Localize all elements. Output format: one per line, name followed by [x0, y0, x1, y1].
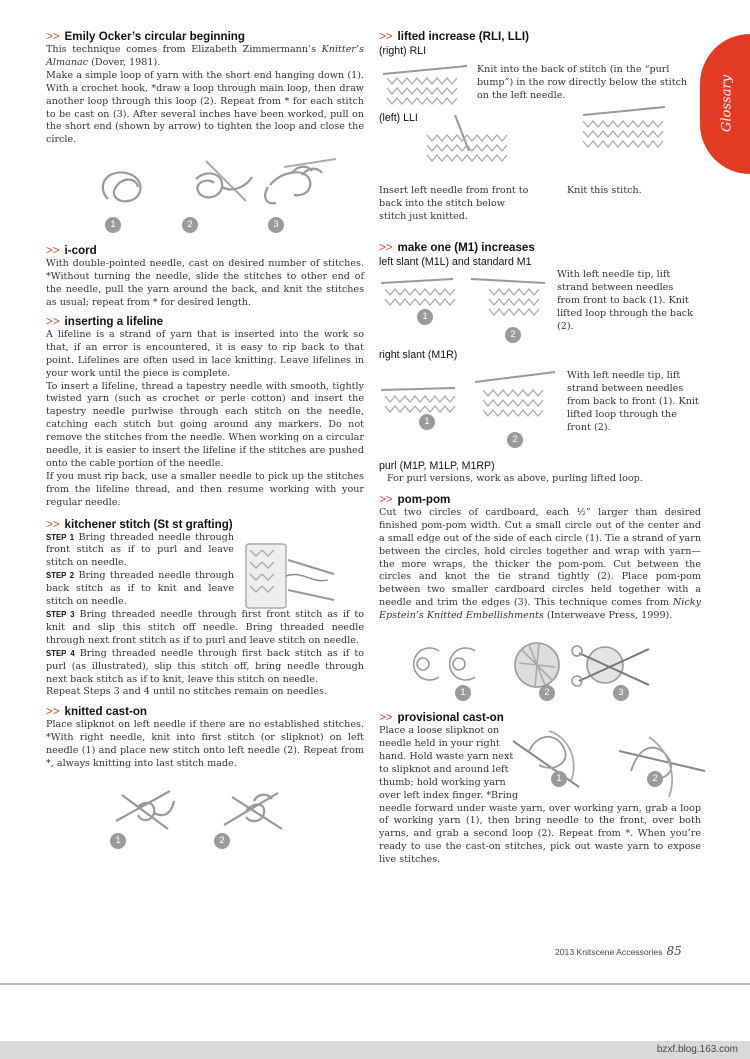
knitted-body: Place slipknot on left needle if there are no established stitches. *With right needle, knit into first stitch (or slipknot) on left needle (1) and place new stitch onto left needle (2). Repeat from *, always knitting into last stitch made. [46, 719, 364, 770]
m1p-text: For purl versions, work as above, purling lifted loop. [387, 473, 643, 484]
knitted-illustration [46, 771, 364, 857]
icord-heading [46, 244, 364, 257]
step-badge: 1 [110, 833, 126, 849]
pompom-heading [379, 493, 701, 506]
kitchener-step1: STEP 1 Bring threaded needle through front stitch as if to purl and leave stitch on needle. [46, 531, 234, 569]
lifeline-title: inserting a lifeline [64, 314, 164, 328]
lli-diagram [419, 111, 531, 167]
step-badge: 2 [505, 327, 521, 343]
knitted-cast-on-diagram [46, 771, 364, 857]
lli-text: Insert left needle from front to back into the stitch below stitch just knitted. [379, 185, 529, 222]
m1-title: make one (M1) increases [397, 241, 535, 254]
step-badge: 1 [455, 685, 471, 701]
step-badge: 2 [507, 432, 523, 448]
step-badge: 3 [613, 685, 629, 701]
arrow-icon: >> [379, 711, 393, 725]
step-badge: 1 [551, 771, 567, 787]
arrow-icon: >> [46, 244, 60, 258]
emily-illustration [46, 147, 364, 235]
m1-heading [379, 241, 701, 254]
m1l-label: left slant (M1L) and standard M1 [379, 256, 532, 268]
pompom-body: Cut two circles of cardboard, each ½” larger than desired finished pom-pom width. Cut a small circle out of the center and a small edge out of the side of each circle (1). Tie a strand of yarn between the circles, hold circles together and wrap with yarn—the more wraps, the thicker the pom-pom. Cut between the circles and knot the tie strand tightly (2). Place pom-pom between two smaller cardboard circles held together with a needle and trim the edges (3). This technique comes from Nicky Epstein’s Knitted Embellishments (Interweave Press, 1999). [379, 506, 701, 622]
section-make-one [379, 241, 701, 486]
lifeline-heading [46, 315, 364, 328]
lli-label: (left) LLI [379, 112, 418, 124]
lifeline-p3: If you must rip back, use a smaller needle to pick up the stitches from the lifeline thread, and then resume working with your regular needle. [46, 470, 364, 508]
m1r-text: With left needle tip, lift strand between needles from back to front (1). Knit lifted loop through the front (2). [567, 370, 699, 433]
page-number: 85 [666, 944, 682, 958]
step-badge: 3 [268, 217, 284, 233]
arrow-icon: >> [46, 705, 60, 719]
section-provisional-cast-on [379, 711, 701, 867]
kitchener-step3: STEP 3 Bring threaded needle through first front stitch as if to knit and slip this stitch off needle. Bring threaded needle through next front stitch as if to purl and leave stitch on needle. [46, 609, 364, 646]
kitchener-title: kitchener stitch (St st grafting) [64, 517, 233, 531]
kitchener-repeat: Repeat Steps 3 and 4 until no stitches remain on needles. [46, 686, 328, 698]
step-badge: 1 [105, 217, 121, 233]
section-lifeline [46, 315, 364, 510]
footer-divider [0, 983, 750, 985]
glossary-tab [700, 34, 750, 174]
kitchener-step4: STEP 4 Bring threaded needle through first back stitch as if to purl (as illustrated), slip this stitch off, bring needle through next back stitch as if to knit, leave this stitch on needle. [46, 647, 364, 685]
knit-stitch-diagram [573, 99, 673, 161]
section-kitchener [46, 518, 364, 700]
rli-text: Knit into the back of stitch (in the “purl bump”) in the row directly below the stitch on the left needle. [477, 64, 688, 101]
footer-text: 2013 Knitscene Accessories [555, 947, 663, 957]
step-badge: 1 [419, 414, 435, 430]
lifeline-p1: A lifeline is a strand of yarn that is inserted into the work so that, if an error is encountered, it is easy to rip back to that point. Lifelines are often used in lace knitting. Leave lifelines in your work until the piece is complete. [46, 328, 364, 379]
m1r-diagram [379, 362, 559, 442]
emily-body: Make a simple loop of yarn with the short end hanging down (1). With a crochet hook, *draw a loop through main loop, then draw another loop through this loop (2). Repeat from * for each stitch to be cast on (3). After several inches have been worked, pull on the short end (shown by arrow) to tighten the loop and close the circle. [46, 69, 364, 146]
lifted-title: lifted increase (RLI, LLI) [397, 30, 529, 43]
knit-this-stitch-text: Knit this stitch. [567, 185, 642, 196]
arrow-icon: >> [46, 517, 60, 531]
rli-label: (right) RLI [379, 45, 427, 57]
section-emily-ocker [46, 30, 364, 235]
knitted-heading [46, 705, 364, 718]
step-badge: 2 [647, 771, 663, 787]
provisional-title: provisional cast-on [397, 711, 504, 725]
provisional-body-bottom: needle forward under waste yarn, over working yarn, grab a loop of working yarn (1), then bring needle to the front, over both yarns, and grab a second loop (2). Repeat from *. When you’re ready to use the cast-on stitches, pick out waste yarn to expose live stitches. [379, 802, 701, 866]
circular-beginning-diagram [46, 147, 364, 235]
lifeline-p2: To insert a lifeline, thread a tapestry needle with smooth, tightly twisted yarn (such as crochet or perle cotton) and insert the tapestry needle purlwise through each stitch on the needle, catching each stitch but going around any markers. Do not remove the stitches from the needle. When working on a circular needle, it is easier to insert the lifeline if the stitches are pushed onto the cable portion of the needle. [46, 380, 364, 469]
section-icord [46, 244, 364, 310]
section-pom-pom [379, 493, 701, 709]
m1l-diagram [379, 269, 549, 335]
left-column [46, 30, 364, 857]
m1p-label: purl (M1P, M1LP, M1RP) [379, 460, 495, 472]
page-footer [555, 944, 682, 958]
pompom-title: pom-pom [397, 492, 451, 506]
emily-title: Emily Ocker’s circular beginning [64, 30, 245, 43]
lifted-heading [379, 30, 701, 43]
watermark-text: bzxf.blog.163.com [656, 1044, 738, 1055]
knitted-title: knitted cast-on [64, 705, 147, 719]
arrow-icon: >> [379, 492, 393, 506]
arrow-icon: >> [379, 241, 393, 254]
m1r-label: right slant (M1R) [379, 349, 458, 361]
kitchener-heading [46, 518, 364, 531]
pompom-illustration [379, 623, 701, 709]
step-badge: 2 [182, 217, 198, 233]
m1l-text: With left needle tip, lift strand between needles from front to back (1). Knit lifted loop through the back (2). [557, 269, 693, 332]
arrow-icon: >> [46, 30, 60, 43]
emily-heading [46, 30, 364, 43]
kitchener-step2: STEP 2 Bring threaded needle through back stitch as if to knit and leave stitch on needle. [46, 570, 234, 608]
icord-title: i-cord [64, 244, 97, 258]
kitchener-diagram [242, 540, 342, 614]
provisional-body-top: Place a loose slipknot on needle held in your right hand. Hold waste yarn next to slipknot and around left thumb; hold working yarn over left index finger. *Bring [379, 725, 519, 801]
section-lifted-increase [379, 30, 701, 225]
right-column [379, 30, 701, 867]
provisional-cast-on-diagram [509, 721, 709, 803]
step-badge: 2 [214, 833, 230, 849]
arrow-icon: >> [379, 30, 393, 43]
icord-body: With double-pointed needle, cast on desired number of stitches. *Without turning the needle, slide the stitches to other end of the needle, pull the yarn around the back, and knit the stitches as usual; repeat from * for desired length. [46, 258, 364, 308]
arrow-icon: >> [46, 314, 60, 328]
rli-diagram [379, 58, 471, 108]
glossary-tab-label: Glossary [719, 74, 735, 133]
section-knitted-cast-on [46, 705, 364, 857]
step-badge: 1 [417, 309, 433, 325]
emily-intro: This technique comes from Elizabeth Zimmermann’s Knitter’s Almanac (Dover, 1981). [46, 44, 364, 68]
step-badge: 2 [539, 685, 555, 701]
watermark-bar [0, 1041, 750, 1059]
